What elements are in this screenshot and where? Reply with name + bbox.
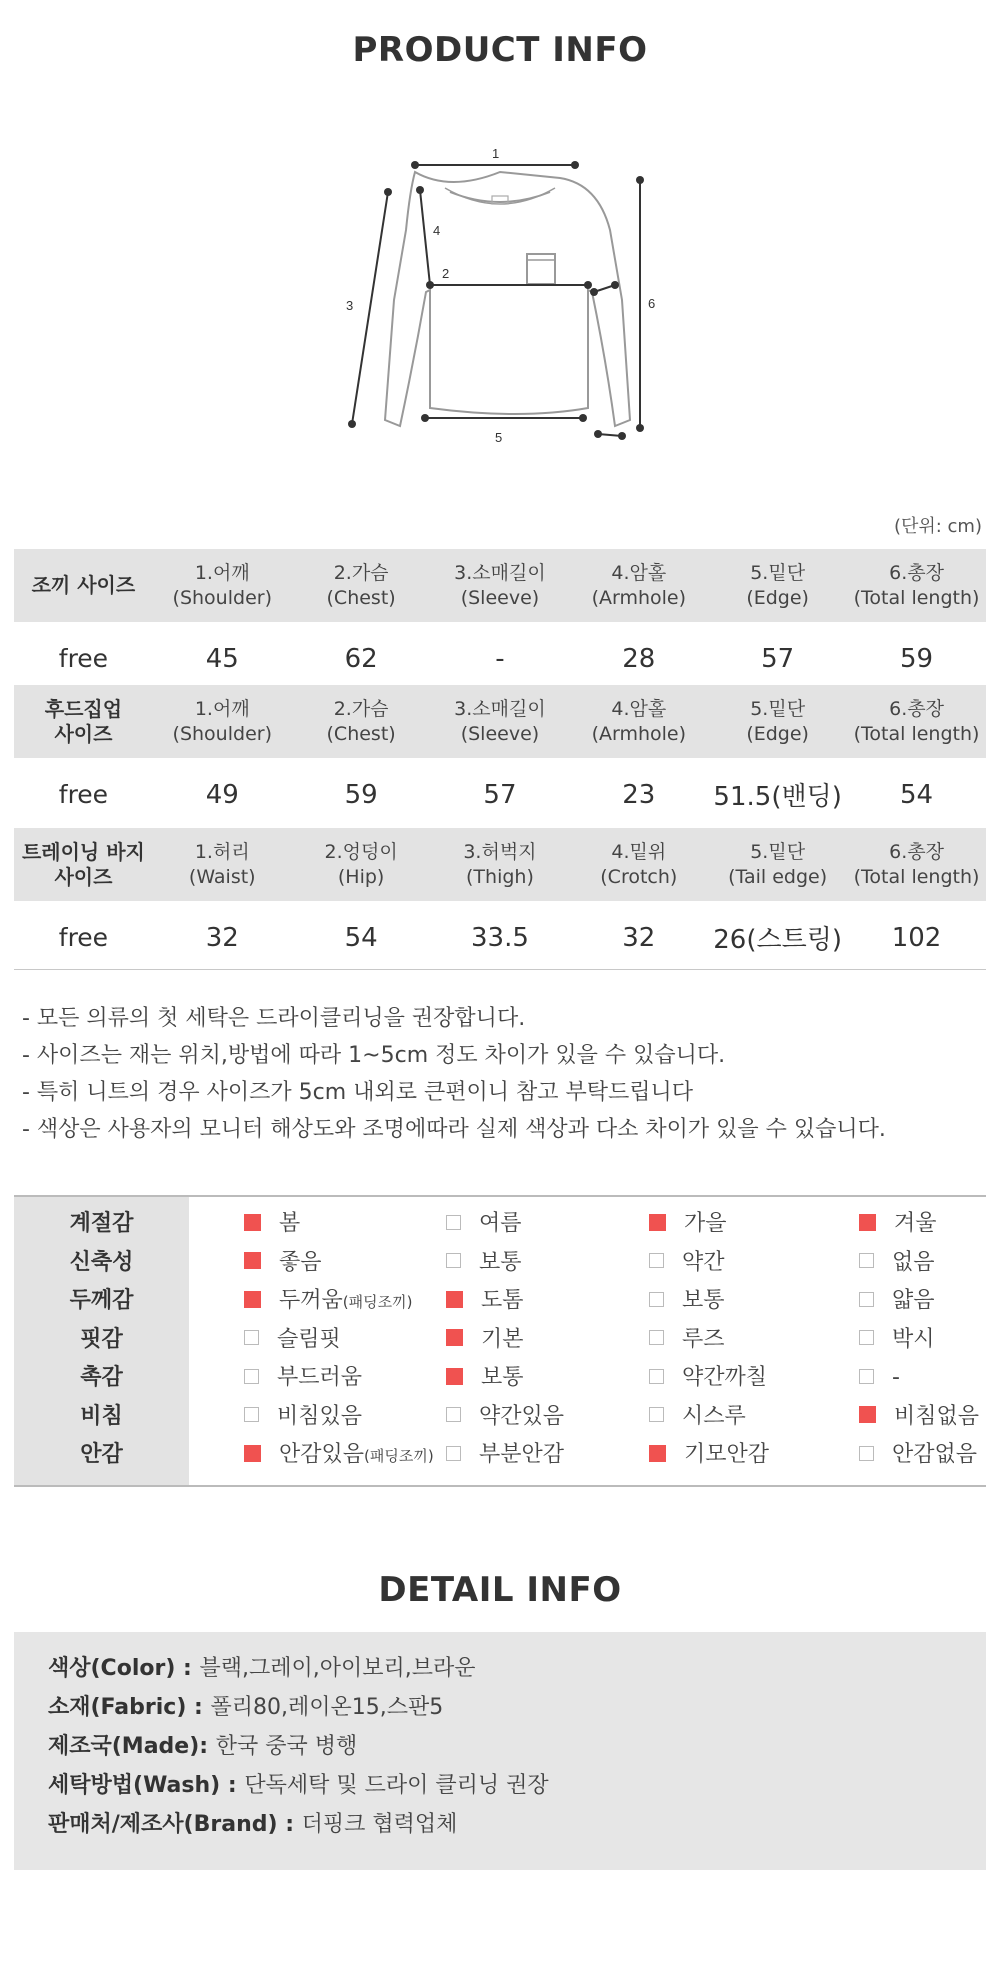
column-header: 6.총장 (Total length)	[847, 685, 986, 758]
property-option	[446, 1359, 524, 1397]
checked-box-icon	[649, 1445, 666, 1462]
property-option	[649, 1282, 725, 1320]
unchecked-box-icon	[446, 1446, 461, 1461]
detail-row-wash: 세탁방법(Wash) : 단독세탁 및 드라이 클리닝 권장	[48, 1773, 549, 1798]
option-label: 시스루	[682, 1403, 746, 1429]
table-header-row	[14, 828, 986, 901]
property-option	[244, 1321, 341, 1359]
property-row	[14, 1205, 986, 1243]
property-label: 두께감	[69, 1288, 134, 1313]
value-cell: 54	[344, 922, 378, 953]
product-properties-table	[14, 1195, 986, 1487]
value-cell: 26(스트링)	[713, 925, 842, 955]
unchecked-box-icon	[649, 1253, 664, 1268]
value-cell: 33.5	[471, 922, 529, 953]
table-header-row	[14, 685, 986, 758]
property-option	[244, 1359, 362, 1397]
checked-box-icon	[446, 1291, 463, 1308]
option-label: 비침없음	[894, 1403, 980, 1429]
checked-box-icon	[446, 1368, 463, 1385]
value-cell: 49	[205, 779, 239, 810]
option-label: 루즈	[682, 1326, 725, 1352]
size-table-hood-zipup	[14, 685, 986, 831]
column-header: 6.총장 (Total length)	[847, 549, 986, 622]
property-row	[14, 1436, 986, 1474]
column-header: 4.암홀 (Armhole)	[569, 549, 708, 622]
property-option	[859, 1282, 935, 1320]
value-cell: 54	[899, 779, 934, 810]
detail-info-box	[14, 1632, 986, 1870]
property-option	[649, 1321, 725, 1359]
property-option	[859, 1244, 935, 1282]
detail-info-title: DETAIL INFO	[378, 1570, 622, 1610]
table-name: 트레이닝 바지 사이즈	[14, 828, 153, 901]
column-header: 3.소매길이 (Sleeve)	[431, 549, 570, 622]
diagram-label-6: 6	[648, 296, 656, 311]
unchecked-box-icon	[859, 1330, 874, 1345]
value-cell: 32	[205, 922, 239, 953]
diagram-label-1: 1	[492, 146, 500, 161]
property-option	[859, 1359, 900, 1397]
property-option	[859, 1205, 937, 1243]
value-cell: 57	[761, 643, 795, 674]
value-cell: 59	[344, 779, 378, 810]
value-cell: 23	[622, 779, 656, 810]
property-row	[14, 1398, 986, 1436]
checked-box-icon	[446, 1329, 463, 1346]
detail-row-brand: 판매처/제조사(Brand) : 더핑크 협력업체	[48, 1812, 458, 1837]
checked-box-icon	[244, 1291, 261, 1308]
option-label: 봄	[279, 1211, 301, 1236]
table-row	[14, 901, 986, 974]
option-label: 좋음	[279, 1249, 322, 1275]
size-table-vest	[14, 549, 986, 695]
option-label: 기본	[481, 1326, 524, 1352]
unit-note: (단위: cm)	[893, 516, 982, 537]
checked-box-icon	[244, 1252, 261, 1269]
option-note: (패딩조끼)	[342, 1293, 413, 1311]
property-option	[446, 1321, 524, 1359]
option-label: 부분안감	[479, 1442, 565, 1467]
size-cell: free	[58, 644, 109, 673]
diagram-label-2: 2	[442, 266, 450, 281]
checked-box-icon	[649, 1214, 666, 1231]
option-label: 약간	[682, 1249, 725, 1275]
property-option	[649, 1205, 727, 1243]
value-cell: 62	[344, 643, 378, 674]
column-header: 4.암홀 (Armhole)	[569, 685, 708, 758]
size-cell: free	[58, 780, 109, 809]
value-cell: 57	[483, 779, 517, 810]
column-header: 1.어깨 (Shoulder)	[153, 685, 292, 758]
table-row	[14, 758, 986, 831]
option-label: 슬림핏	[277, 1326, 341, 1352]
property-row	[14, 1321, 986, 1359]
column-header: 3.소매길이 (Sleeve)	[431, 685, 570, 758]
option-label: 안감있음	[279, 1442, 365, 1467]
option-label: 겨울	[894, 1211, 937, 1236]
property-option	[244, 1398, 362, 1436]
option-label: 약간있음	[479, 1403, 565, 1429]
column-header: 1.어깨 (Shoulder)	[153, 549, 292, 622]
property-option	[446, 1398, 564, 1436]
option-label: 약간까칠	[682, 1365, 768, 1390]
value-cell: 45	[205, 643, 239, 674]
note-line: - 모든 의류의 첫 세탁은 드라이클리닝을 권장합니다.	[22, 1006, 526, 1031]
option-label: 보통	[479, 1249, 522, 1275]
option-label: 가을	[684, 1211, 727, 1236]
column-header: 1.허리 (Waist)	[153, 828, 292, 901]
size-cell: free	[58, 923, 109, 952]
unchecked-box-icon	[649, 1369, 664, 1384]
divider	[14, 969, 986, 970]
unchecked-box-icon	[649, 1407, 664, 1422]
unchecked-box-icon	[859, 1253, 874, 1268]
value-cell: 51.5(밴딩)	[713, 782, 842, 812]
property-option	[649, 1244, 725, 1282]
property-label: 안감	[80, 1442, 123, 1467]
detail-row-made: 제조국(Made): 한국 중국 병행	[48, 1734, 358, 1759]
property-option	[859, 1398, 979, 1436]
checked-box-icon	[244, 1445, 261, 1462]
unchecked-box-icon	[859, 1292, 874, 1307]
unchecked-box-icon	[446, 1215, 461, 1230]
value-cell: -	[495, 643, 505, 674]
option-label: 부드러움	[277, 1365, 363, 1390]
option-label: 도톰	[481, 1288, 524, 1313]
product-info-title: PRODUCT INFO	[352, 30, 648, 70]
table-name: 조끼 사이즈	[14, 549, 153, 622]
column-header: 4.밑위 (Crotch)	[569, 828, 708, 901]
unchecked-box-icon	[446, 1253, 461, 1268]
value-cell: 102	[891, 922, 942, 953]
column-header: 5.밑단 (Tail edge)	[708, 828, 847, 901]
checked-box-icon	[859, 1214, 876, 1231]
property-label: 핏감	[80, 1326, 123, 1352]
property-label: 촉감	[80, 1365, 123, 1390]
unchecked-box-icon	[859, 1446, 874, 1461]
diagram-label-4: 4	[433, 223, 441, 238]
column-header: 5.밑단 (Edge)	[708, 685, 847, 758]
property-row	[14, 1359, 986, 1397]
column-header: 3.허벅지 (Thigh)	[431, 828, 570, 901]
property-option	[649, 1436, 769, 1474]
column-header: 2.가슴 (Chest)	[292, 549, 431, 622]
option-label: 여름	[479, 1211, 522, 1236]
option-label: 기모안감	[684, 1442, 770, 1467]
diagram-label-3: 3	[346, 298, 354, 313]
unchecked-box-icon	[244, 1330, 259, 1345]
note-line: - 색상은 사용자의 모니터 해상도와 조명에따라 실제 색상과 다소 차이가 있을 수 있습니다.	[22, 1117, 886, 1142]
property-option	[859, 1321, 935, 1359]
shirt-measurement-diagram	[330, 140, 670, 460]
property-row	[14, 1282, 986, 1320]
property-row	[14, 1244, 986, 1282]
option-note: (패딩조끼)	[364, 1447, 434, 1465]
property-option	[446, 1205, 522, 1243]
detail-row-color: 색상(Color) : 블랙,그레이,아이보리,브라운	[48, 1656, 476, 1681]
column-header: 5.밑단 (Edge)	[708, 549, 847, 622]
property-option	[244, 1282, 412, 1320]
option-label: 없음	[892, 1249, 935, 1275]
option-label: 얇음	[892, 1288, 935, 1313]
property-option	[649, 1359, 767, 1397]
unchecked-box-icon	[649, 1292, 664, 1307]
property-label: 비침	[80, 1403, 123, 1429]
note-line: - 특히 니트의 경우 사이즈가 5cm 내외로 큰편이니 참고 부탁드립니다	[22, 1080, 693, 1105]
property-label: 계절감	[69, 1211, 134, 1236]
property-option	[649, 1398, 746, 1436]
detail-row-fabric: 소재(Fabric) : 폴리80,레이온15,스판5	[48, 1695, 444, 1720]
value-cell: 28	[622, 643, 656, 674]
diagram-label-5: 5	[495, 430, 503, 445]
note-line: - 사이즈는 재는 위치,방법에 따라 1~5cm 정도 차이가 있을 수 있습니다.	[22, 1043, 726, 1068]
option-label: 안감없음	[892, 1442, 978, 1467]
property-label: 신축성	[69, 1249, 134, 1275]
checked-box-icon	[859, 1406, 876, 1423]
column-header: 2.엉덩이 (Hip)	[292, 828, 431, 901]
table-name: 후드집업 사이즈	[14, 685, 153, 758]
value-cell: 32	[622, 922, 656, 953]
option-label: 박시	[892, 1326, 935, 1352]
unchecked-box-icon	[244, 1369, 259, 1384]
option-label: -	[892, 1365, 900, 1390]
checked-box-icon	[244, 1214, 261, 1231]
property-option	[859, 1436, 977, 1474]
table-header-row	[14, 549, 986, 622]
unchecked-box-icon	[649, 1330, 664, 1345]
unchecked-box-icon	[244, 1407, 259, 1422]
property-option	[244, 1244, 322, 1282]
care-notes	[22, 1000, 886, 1148]
option-label: 보통	[481, 1365, 524, 1390]
property-option	[446, 1436, 564, 1474]
unchecked-box-icon	[446, 1407, 461, 1422]
size-table-training-pants	[14, 828, 986, 974]
option-label: 두꺼움	[279, 1288, 343, 1313]
column-header: 6.총장 (Total length)	[847, 828, 986, 901]
property-option	[446, 1244, 522, 1282]
property-option	[244, 1436, 434, 1474]
unchecked-box-icon	[859, 1369, 874, 1384]
option-label: 비침있음	[277, 1403, 363, 1429]
property-option	[244, 1205, 300, 1243]
value-cell: 59	[899, 643, 934, 674]
column-header: 2.가슴 (Chest)	[292, 685, 431, 758]
option-label: 보통	[682, 1288, 725, 1313]
property-option	[446, 1282, 524, 1320]
